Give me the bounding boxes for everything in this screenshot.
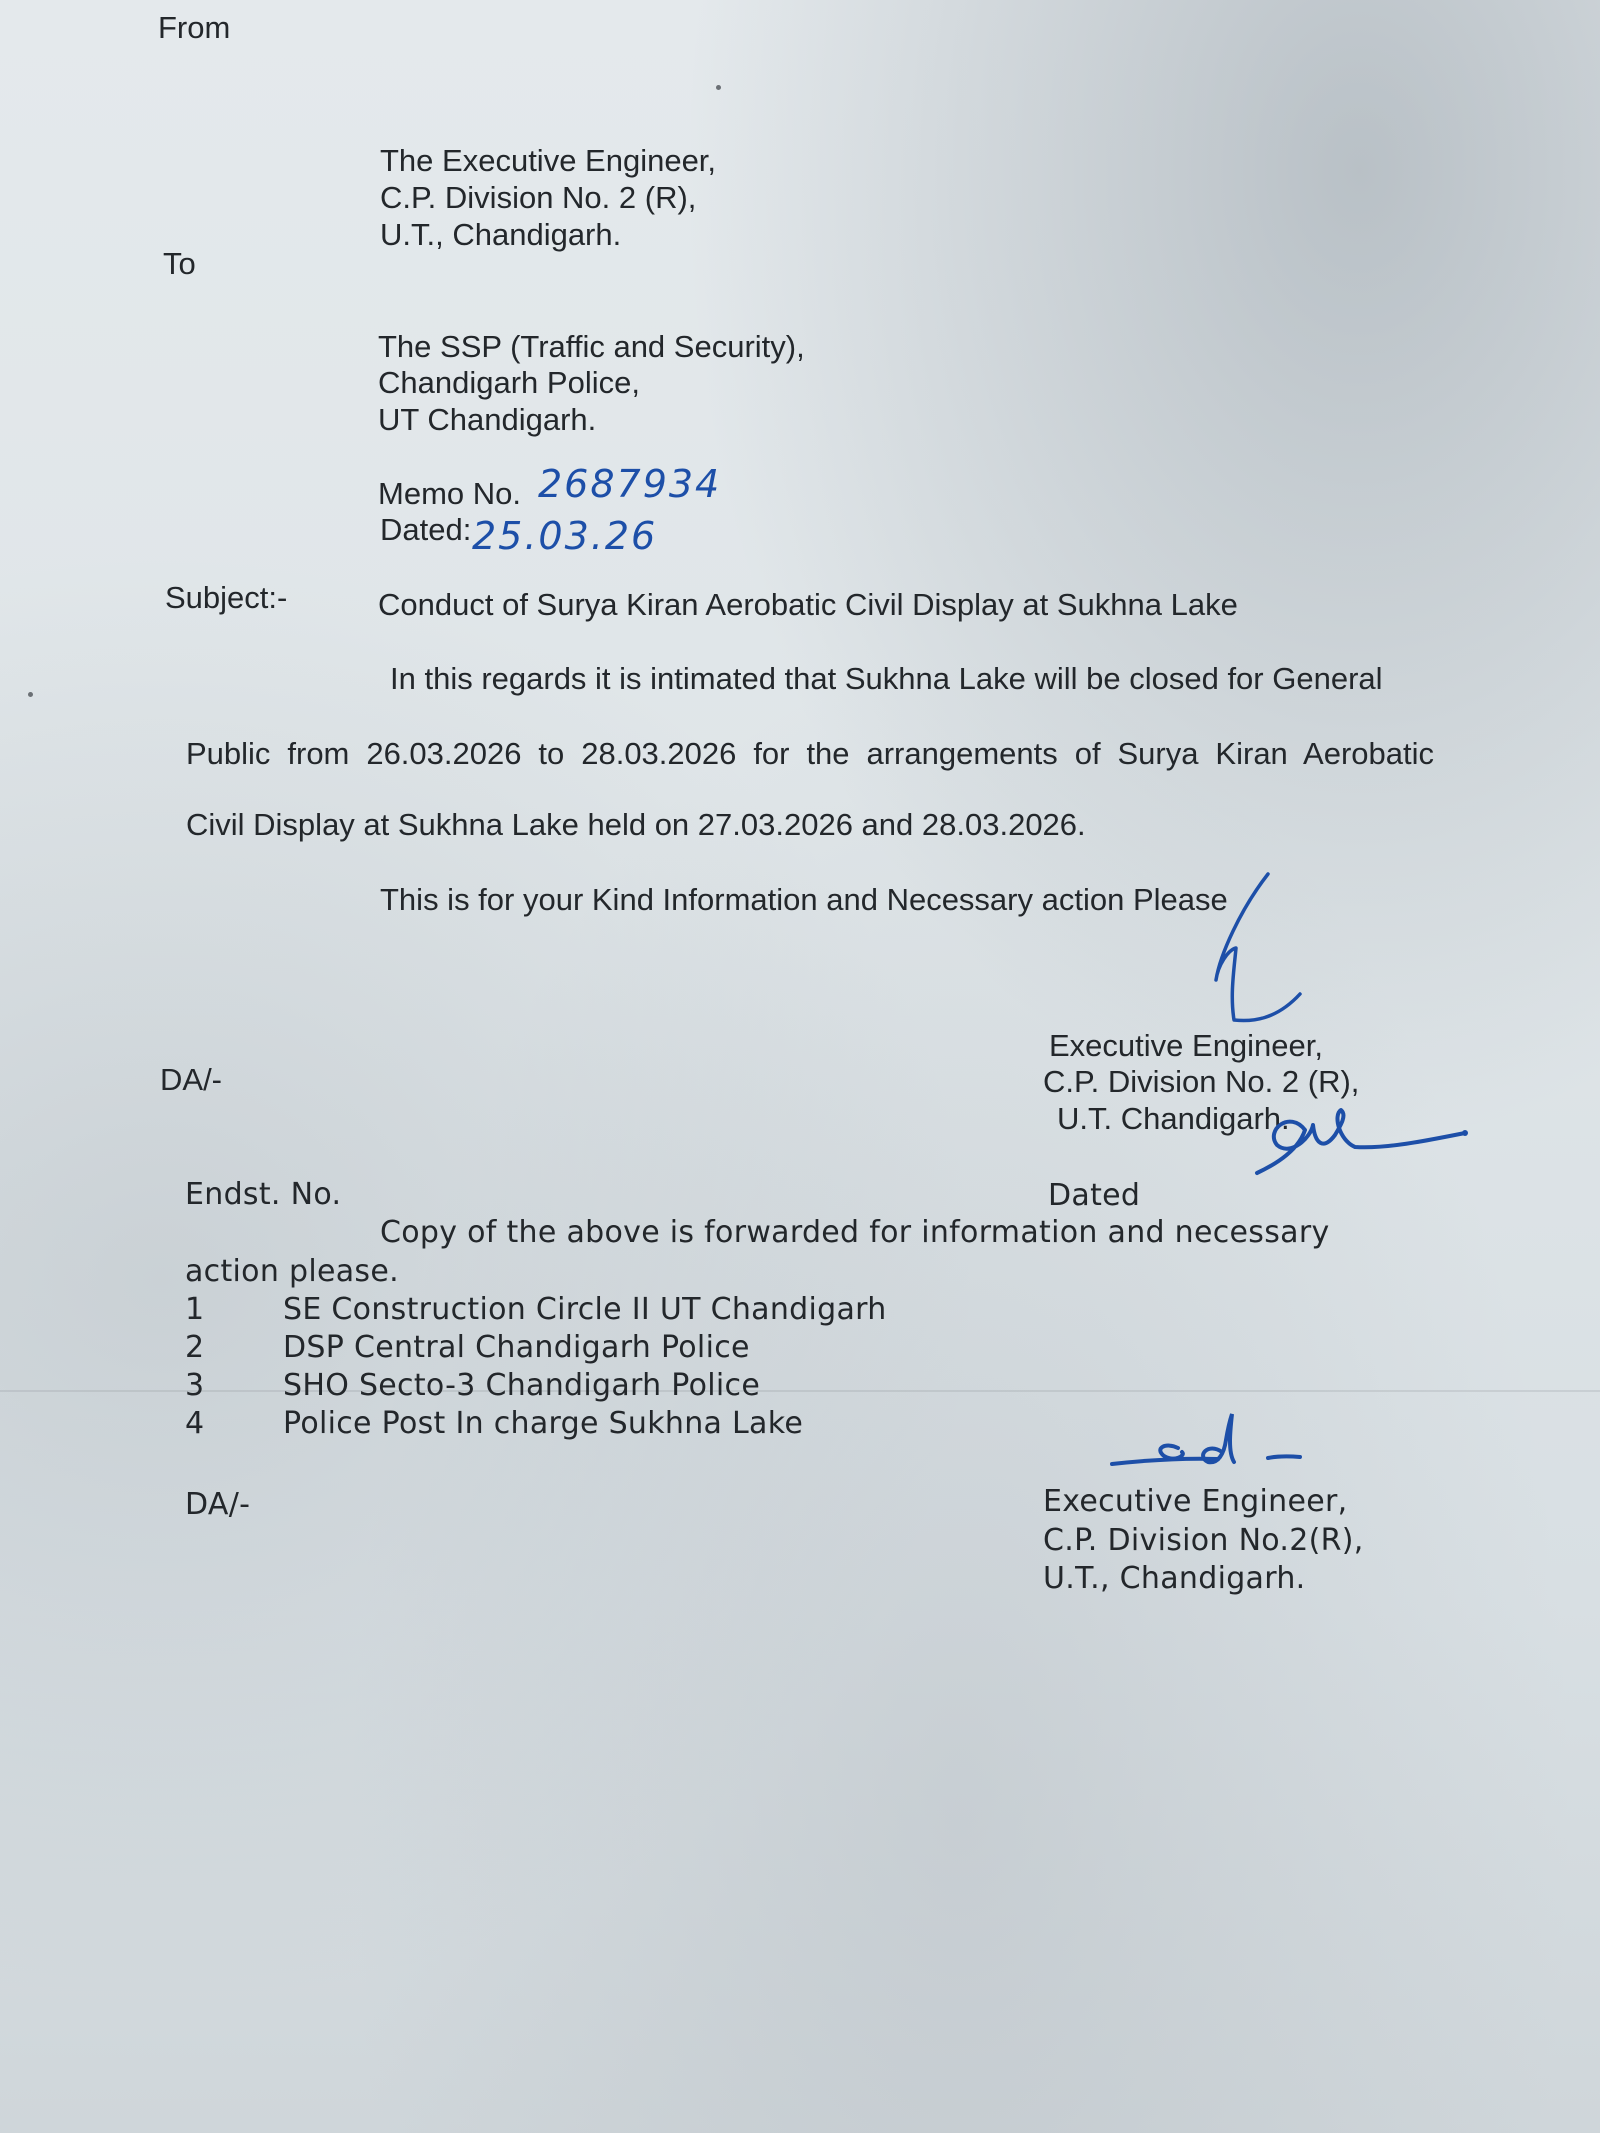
copy-recipient-name: SHO Secto-3 Chandigarh Police (283, 1368, 761, 1403)
memo-number-handwritten: 2687934 (538, 462, 722, 506)
paper-speck (716, 85, 721, 90)
copy-recipient-number: 1 (185, 1292, 205, 1327)
signature-2-line-3: U.T., Chandigarh. (1043, 1561, 1306, 1596)
dated-label: Dated: (380, 512, 472, 547)
handwritten-signature-1 (1200, 870, 1320, 1035)
sender-line-1: The Executive Engineer, (380, 143, 717, 178)
sender-line-2: C.P. Division No. 2 (R), (380, 180, 697, 215)
handwritten-sd-mark (1108, 1412, 1308, 1472)
paper-speck (28, 692, 33, 697)
endorsement-number-label: Endst. No. (185, 1177, 342, 1212)
paper-fold (0, 1390, 1600, 1392)
body-line-2: Public from 26.03.2026 to 28.03.2026 for the arrangements of Surya Kiran Aerobatic (186, 736, 1434, 771)
da-label-2: DA/- (185, 1487, 251, 1522)
copy-recipient-name: SE Construction Circle II UT Chandigarh (283, 1292, 887, 1327)
signature-1-line-1: Executive Engineer, (1049, 1028, 1324, 1063)
body-line-1: In this regards it is intimated that Sukhna Lake will be closed for General (390, 661, 1383, 696)
signature-1-line-2: C.P. Division No. 2 (R), (1043, 1064, 1360, 1099)
body-closing: This is for your Kind Information and Necessary action Please (380, 882, 1228, 917)
signature-2-line-2: C.P. Division No.2(R), (1043, 1523, 1364, 1558)
copy-recipient-number: 2 (185, 1330, 205, 1365)
signature-1-line-3: U.T. Chandigarh. (1057, 1101, 1290, 1136)
subject-label: Subject:- (165, 580, 288, 615)
sender-line-3: U.T., Chandigarh. (380, 217, 622, 252)
da-label-1: DA/- (160, 1062, 222, 1097)
recipient-line-1: The SSP (Traffic and Security), (378, 329, 805, 364)
subject-text: Conduct of Surya Kiran Aerobatic Civil Display at Sukhna Lake (378, 587, 1238, 622)
copy-recipient-number: 4 (185, 1406, 205, 1441)
handwritten-initials (1255, 1085, 1470, 1180)
from-label: From (158, 10, 231, 45)
to-label: To (163, 246, 196, 281)
recipient-line-3: UT Chandigarh. (378, 402, 597, 437)
body-line-3: Civil Display at Sukhna Lake held on 27.03.2026 and 28.03.2026. (186, 807, 1086, 842)
copy-recipient-number: 3 (185, 1368, 205, 1403)
copy-line-1: Copy of the above is forwarded for information and necessary (380, 1215, 1330, 1250)
recipient-line-2: Chandigarh Police, (378, 365, 640, 400)
memo-label: Memo No. (378, 476, 521, 511)
signature-2-line-1: Executive Engineer, (1043, 1484, 1348, 1519)
endorsement-dated-label: Dated (1048, 1178, 1141, 1213)
copy-line-2: action please. (185, 1254, 399, 1289)
copy-recipient-name: Police Post In charge Sukhna Lake (283, 1406, 804, 1441)
dated-value-handwritten: 25.03.26 (472, 514, 658, 558)
copy-recipient-name: DSP Central Chandigarh Police (283, 1330, 750, 1365)
